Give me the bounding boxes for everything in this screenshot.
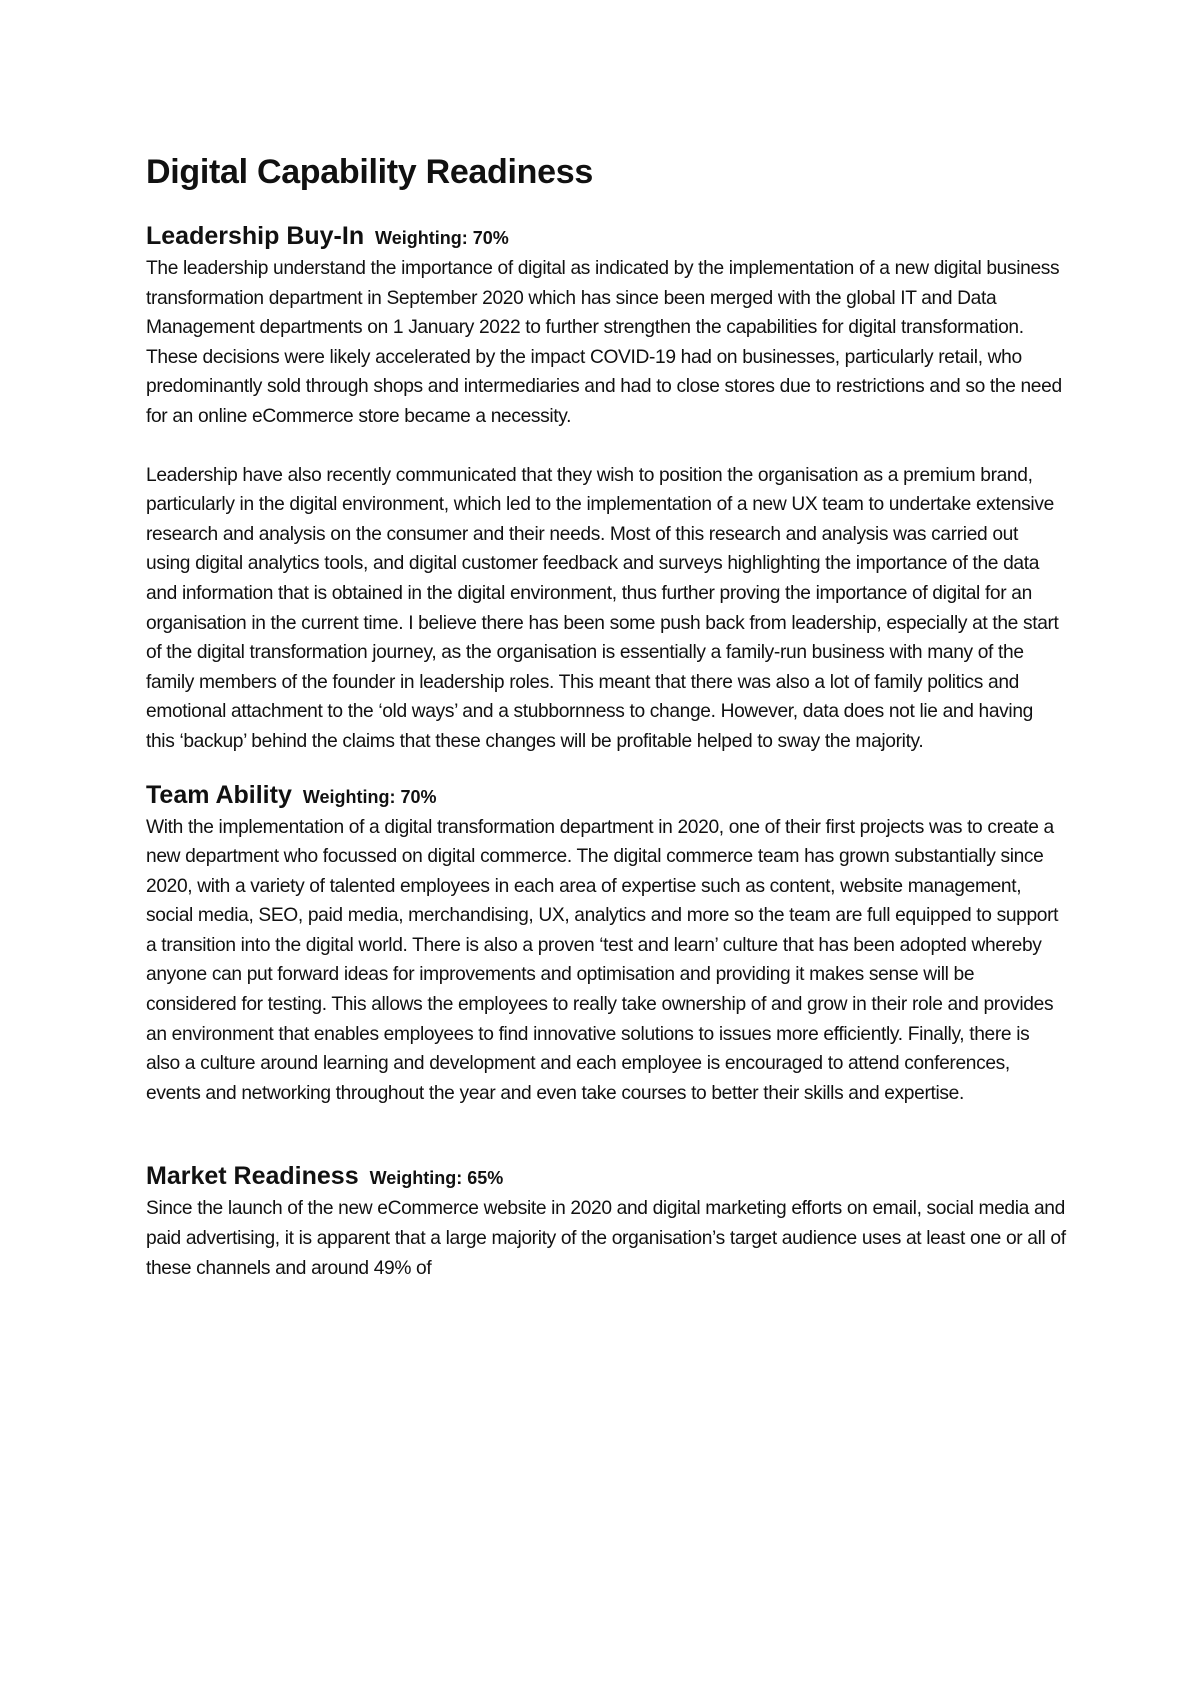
paragraph: Since the launch of the new eCommerce website in 2020 and digital marketing efforts on email, social media and paid advertising, it is apparent that a large majority of the organisation’s target audience uses at least one or all of these channels and around 49% of <box>146 1198 1066 1279</box>
document-title: Digital Capability Readiness <box>146 153 593 191</box>
section-title: Team Ability <box>146 780 292 809</box>
section-heading <box>146 220 1066 254</box>
section-market-readiness <box>146 1160 1066 1283</box>
document-page <box>146 150 1066 1283</box>
section-title: Leadership Buy-In <box>146 222 365 250</box>
section-leadership-buy-in <box>146 220 1066 757</box>
weighting-label: Weighting: 70% <box>375 228 509 248</box>
section-team-ability <box>146 779 1066 1109</box>
section-title: Market Readiness <box>146 1162 359 1191</box>
paragraph: With the implementation of a digital transformation department in 2020, one of their first projects was to create a new department who focussed on digital commerce. The digital commerce team has grown substantially since 2020, with a variety of talented employees in each area of expertise such as content, website management, social media, SEO, paid media, merchandising, UX, analytics and more so the team are full equipped to support a transition into the digital world. There is also a proven ‘test and learn’ culture that has been adopted whereby anyone can put forward ideas for improvements and optimisation and providing it makes sense will be considered for testing. This allows the employees to really take ownership of and grow in their role and provides an environment that enables employees to find innovative solutions to issues more efficiently. Finally, there is also a culture around learning and development and each employee is encouraged to attend conferences, events and networking throughout the year and even take courses to better their skills and expertise. <box>146 816 1059 1104</box>
section-heading <box>146 1160 1066 1194</box>
section-heading <box>146 779 1066 813</box>
weighting-label: Weighting: 70% <box>302 786 437 807</box>
weighting-label: Weighting: 65% <box>369 1168 504 1189</box>
paragraph: The leadership understand the importance of digital as indicated by the implementation of a new digital business transformation department in September 2020 which has since been merged with the global IT and Data Management departments on 1 January 2022 to further strengthen the capabilities for digital transformation. These decisions were likely accelerated by the impact COVID-19 had on businesses, particularly retail, who predominantly sold through shops and intermediaries and had to close stores due to restrictions and so the need for an online eCommerce store became a necessity. <box>146 258 1062 427</box>
paragraph: Leadership have also recently communicated that they wish to position the organisation as a premium brand, particularly in the digital environment, which led to the implementation of a new UX team to undertake extensive research and analysis on the consumer and their needs. Most of this research and analysis was carried out using digital analytics tools, and digital customer feedback and surveys highlighting the importance of the data and information that is obtained in the digital environment, thus further proving the importance of digital for an organisation in the current time. I believe there has been some push back from leadership, especially at the start of the digital transformation journey, as the organisation is essentially a family-run business with many of the family members of the founder in leadership roles. This meant that there was also a lot of family politics and emotional attachment to the ‘old ways’ and a stubbornness to change. However, data does not lie and having this ‘backup’ behind the claims that these changes will be profitable helped to sway the majority. <box>146 464 1059 752</box>
